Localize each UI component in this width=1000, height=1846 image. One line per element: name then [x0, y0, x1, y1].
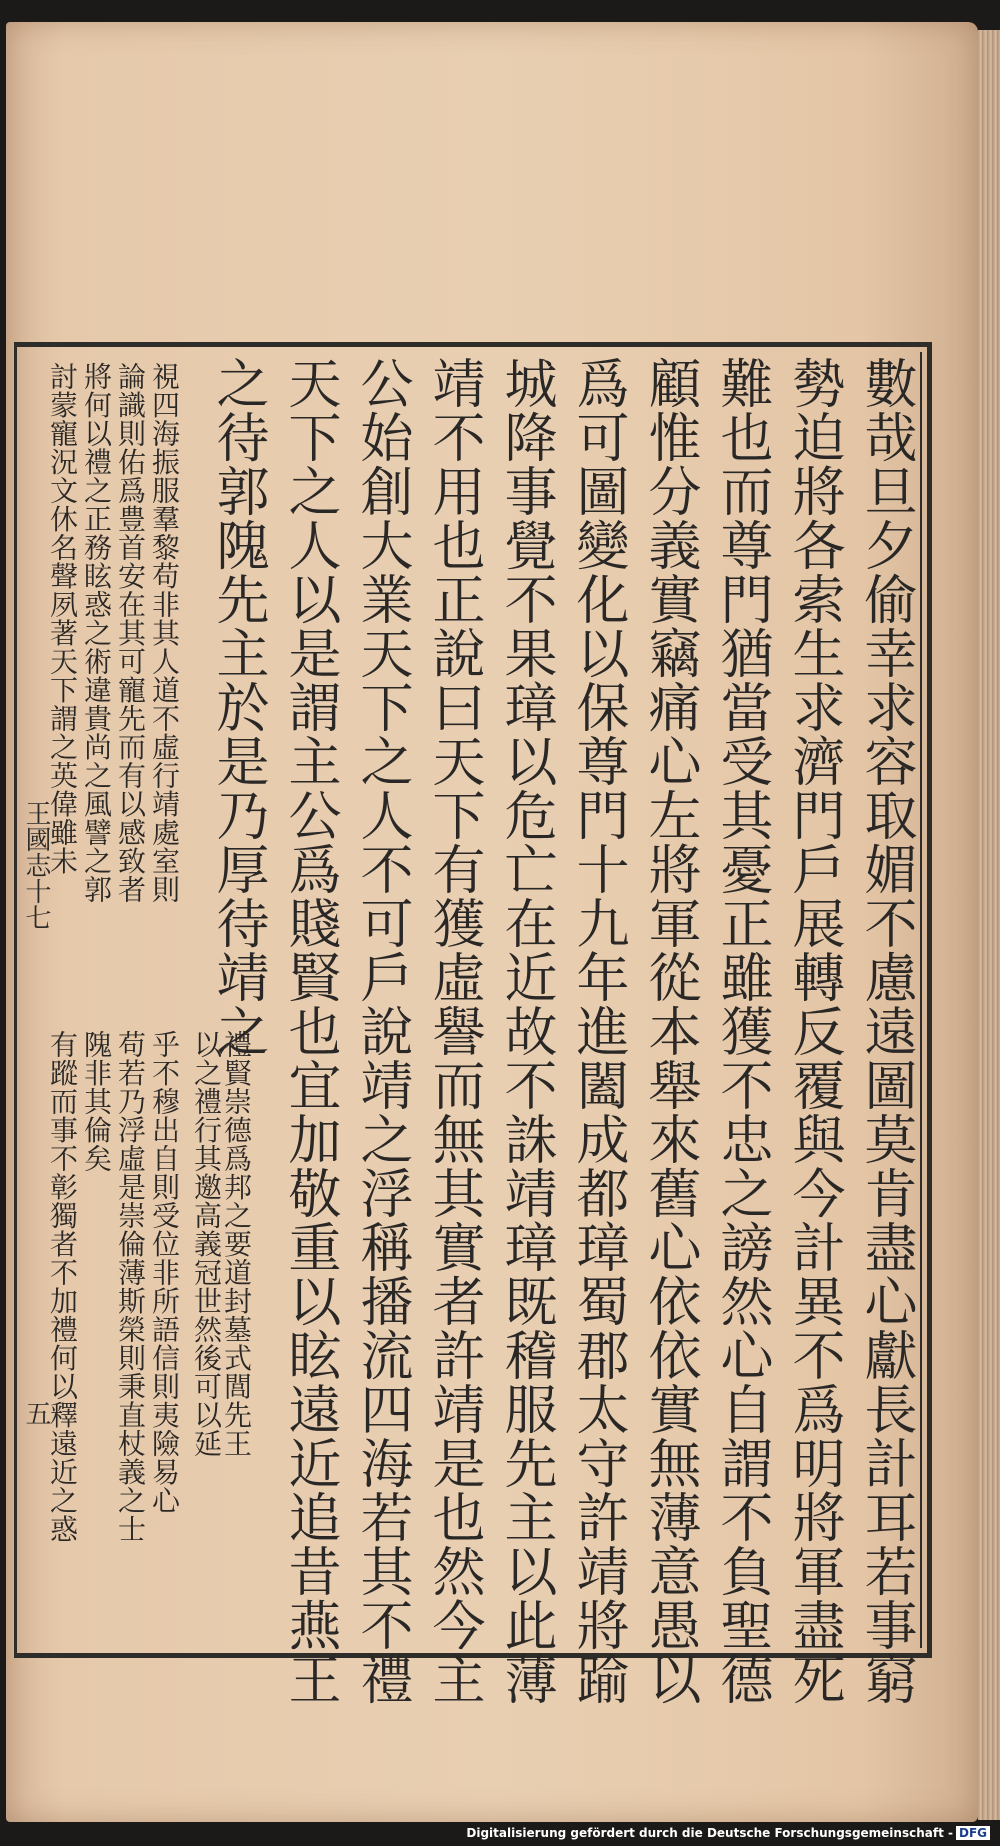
page-edge	[978, 30, 1000, 1820]
commentary-lower-5: 隗非其倫矣	[80, 1030, 113, 1173]
commentary-column-2: 論識則佑爲豊首安在其可寵先而有以感致者	[114, 362, 147, 904]
folio-number: 五	[21, 1400, 51, 1426]
commentary-lower-4: 苟若乃浮虛是崇倫薄斯榮則秉直杖義之士	[114, 1030, 147, 1543]
digitization-credit	[466, 1826, 990, 1840]
commentary-lower-3: 乎不穆出自則受位非所語信則夷險易心	[148, 1030, 181, 1515]
commentary-lower-2: 以之禮行其邀高義冠世然後可以延	[190, 1030, 223, 1458]
credit-text: Digitalisierung gefördert durch die Deutsche Forschungsgemeinschaft -	[466, 1826, 953, 1840]
commentary-column-4: 討蒙寵況文休名聲夙著天下謂之英偉雖未	[46, 362, 79, 875]
margin-title: 王國志十七	[21, 800, 51, 930]
commentary-lower-6: 有蹤而事不彰獨者不加禮何以釋遠近之惑	[46, 1030, 79, 1543]
commentary-column-1: 視四海振服羣黎苟非其人道不虛行靖處室則	[148, 362, 181, 904]
main-column-7: 靖不用也正說曰天下有獲虛譽而無其實者許靖是也然今主	[424, 356, 485, 1706]
main-column-8: 公始創大業天下之人不可戶說靖之浮稱播流四海若其不禮	[352, 356, 413, 1706]
dfg-logo: DFG	[956, 1826, 990, 1840]
main-column-2: 勢迫將各索生求濟門戶展轉反覆與今計異不爲明將軍盡死	[784, 356, 845, 1706]
commentary-column-3: 將何以禮之正務眩惑之術違貴尚之風譬之郭	[80, 362, 113, 904]
main-column-3: 難也而尊門猶當受其憂正雖獲不忠之謗然心自謂不負聖德	[712, 356, 773, 1706]
main-column-10: 之待郭隗先主於是乃厚待靖之	[208, 356, 269, 1058]
main-column-9: 天下之人以是謂主公爲賤賢也宜加敬重以眩遠近追昔燕王	[280, 356, 341, 1706]
main-column-5: 爲可圖變化以保尊門十九年進闔成都璋蜀郡太守許靖將踰	[568, 356, 629, 1706]
main-column-1: 數哉旦夕偷幸求容取媚不慮遠圖莫肯盡心獻長計耳若事窮	[856, 356, 917, 1706]
main-column-4: 顧惟分義實竊痛心左將軍從本舉來舊心依依實無薄意愚以	[640, 356, 701, 1706]
main-column-6: 城降事覺不果璋以危亡在近故不誅靖璋既稽服先主以此薄	[496, 356, 557, 1706]
commentary-lower-1: 禮賢崇德爲邦之要道封墓式閭先王	[220, 1030, 253, 1458]
